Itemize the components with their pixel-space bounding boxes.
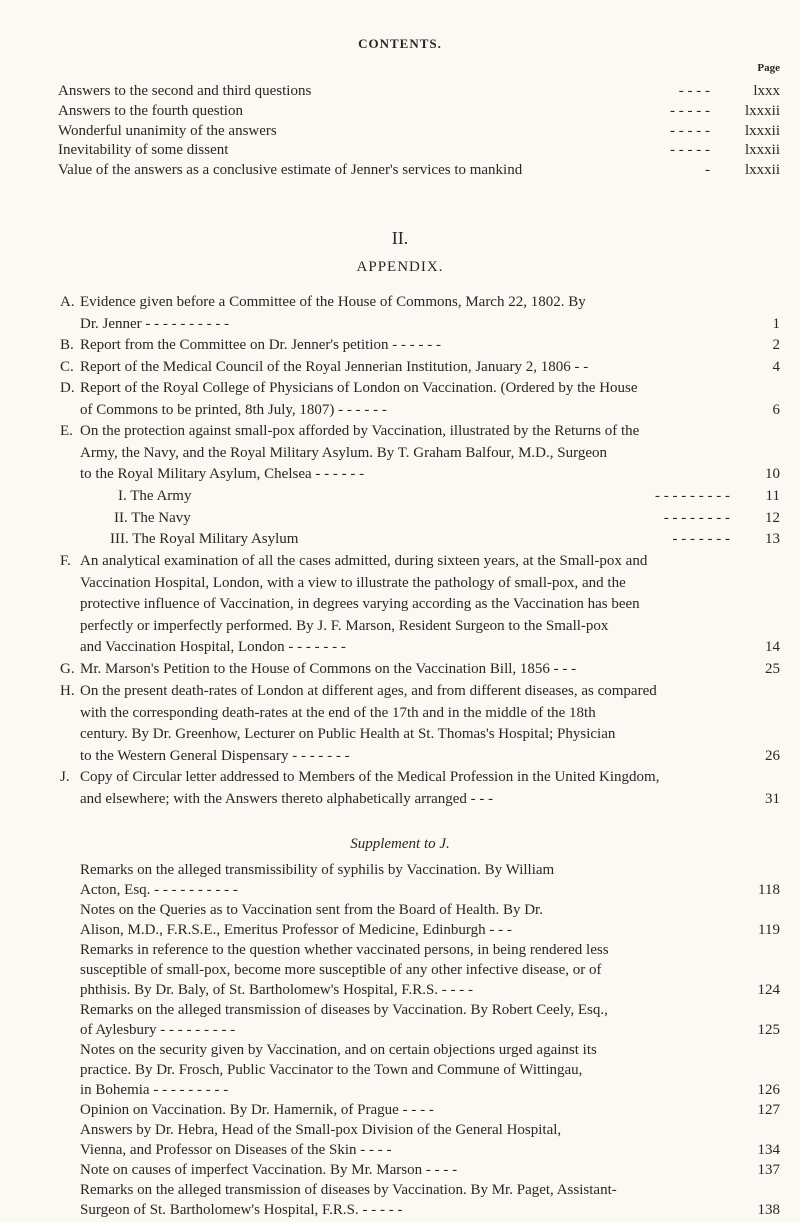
appendix-page: 10 [765, 466, 780, 483]
appendix-text-line: protective influence of Vaccination, in degrees varying according as the Vaccination has been [80, 596, 640, 613]
supplement-entry [80, 1180, 780, 1220]
supplement-page: 127 [757, 1102, 780, 1118]
appendix-entry [60, 378, 780, 421]
appendix-text-line: Report of the Medical Council of the Royal Jennerian Institution, January 2, 1806 - - [80, 359, 589, 375]
page-column-label: Page [757, 62, 780, 74]
section-number: II. [391, 228, 409, 248]
appendix-text-line: Dr. Jenner - - - - - - - - - - [80, 315, 230, 332]
appendix-e-sub-leader: - - - - - - - - - [655, 488, 730, 504]
appendix-e-sub-leader: - - - - - - - [672, 531, 730, 548]
supplement-text-line: Remarks on the alleged transmission of diseases by Vaccination. By Mr. Paget, Assistant- [80, 1182, 617, 1198]
appendix-entry [60, 767, 780, 810]
toc-entry-text: Answers to the second and third questions [58, 83, 312, 99]
supplement-page: 126 [757, 1082, 780, 1098]
appendix-entry [60, 335, 780, 357]
supplement-text-line: Note on causes of imperfect Vaccination. By Mr. Marson - - - - [80, 1162, 458, 1178]
supplement-text-line: Remarks in reference to the question whether vaccinated persons, in being rendered less [80, 942, 609, 958]
appendix-text [80, 378, 736, 421]
toc-entry-leader: - - - - - [670, 123, 710, 139]
supplement-text-line: Answers by Dr. Hebra, Head of the Small-pox Division of the General Hospital, [80, 1122, 562, 1138]
toc-entry-text: Value of the answers as a conclusive estimate of Jenner's services to mankind [58, 162, 523, 178]
toc-entry-page: lxxx [753, 83, 780, 99]
appendix-page: 4 [772, 359, 780, 375]
appendix-text-line: Army, the Navy, and the Royal Military Asylum. By T. Graham Balfour, M.D., Surgeon [80, 444, 607, 461]
appendix-e-sub-page: 11 [765, 488, 780, 504]
supplement-text-line: Vienna, and Professor on Diseases of the Skin - - - - [80, 1142, 392, 1158]
appendix-page: 1 [772, 315, 780, 332]
appendix-text-line: of Commons to be printed, 8th July, 1807) - - - - - - [80, 401, 387, 418]
toc-entry-page: lxxxii [744, 103, 780, 119]
appendix-text-line: An analytical examination of all the cases admitted, during sixteen years, at the Small-pox and [80, 553, 648, 569]
appendix-text [80, 767, 736, 810]
supplement-text-line: Notes on the Queries as to Vaccination sent from the Board of Health. By Dr. [80, 902, 543, 918]
appendix-text-line: Evidence given before a Committee of the House of Commons, March 22, 1802. By [80, 294, 586, 310]
appendix-text-line: with the corresponding death-rates at the end of the 17th and in the middle of the 18th [80, 704, 596, 721]
appendix-page: 31 [765, 790, 780, 807]
toc-entry-text: Answers to the fourth question [58, 103, 243, 119]
toc-entry-leader: - - - - - [670, 103, 710, 119]
supplement-entry [80, 1000, 780, 1040]
appendix-e-sub-label: I. The Army [118, 488, 192, 504]
page-header-title: CONTENTS. [358, 36, 442, 51]
appendix-text [80, 292, 736, 335]
appendix-page: 2 [772, 337, 780, 353]
toc-entry-leader: - - - - - [670, 142, 710, 158]
supplement-text-line: Remarks on the alleged transmission of diseases by Vaccination. By Robert Ceely, Esq., [80, 1002, 608, 1018]
supplement-text-line: Notes on the security given by Vaccination, and on certain objections urged against its [80, 1042, 597, 1058]
appendix-entry [60, 659, 780, 681]
appendix-letter: H. [60, 683, 75, 699]
appendix-text-line: and elsewhere; with the Answers thereto alphabetically arranged - - - [80, 790, 494, 807]
supplement-page: 125 [757, 1022, 780, 1038]
toc-entry-leader: - [705, 162, 710, 178]
supplement-title: Supplement to J. [350, 836, 450, 852]
appendix-text [80, 357, 736, 379]
supplement-page: 134 [757, 1142, 780, 1158]
appendix-e-sub-label: II. The Navy [114, 509, 191, 526]
supplement-page: 137 [757, 1162, 780, 1178]
toc-entry-text: Inevitability of some dissent [58, 142, 229, 158]
appendix-text [80, 421, 736, 486]
appendix-entry [60, 357, 780, 379]
appendix-text-line: to the Royal Military Asylum, Chelsea - - - - - - [80, 466, 365, 483]
appendix-text-line: to the Western General Dispensary - - - - - - - [80, 747, 350, 764]
supplement-text-line: phthisis. By Dr. Baly, of St. Bartholomew's Hospital, F.R.S. - - - - [80, 982, 474, 998]
appendix-text-line: On the protection against small-pox afforded by Vaccination, illustrated by the Returns of the [80, 423, 640, 439]
supplement-entry [80, 1160, 780, 1180]
supplement-entry [80, 860, 780, 900]
supplement-page: 124 [757, 982, 780, 998]
appendix-text [80, 335, 736, 357]
appendix-text-line: Mr. Marson's Petition to the House of Commons on the Vaccination Bill, 1856 - - - [80, 661, 577, 677]
toc-entry-text: Wonderful unanimity of the answers [58, 123, 277, 139]
supplement-text-line: Surgeon of St. Bartholomew's Hospital, F.R.S. - - - - - [80, 1202, 403, 1218]
appendix-e-sub-page: 13 [765, 531, 780, 548]
supplement-text-line: of Aylesbury - - - - - - - - - [80, 1022, 236, 1038]
supplement-entry [80, 1040, 780, 1100]
supplement-text-line: practice. By Dr. Frosch, Public Vaccinator to the Town and Commune of Wittingau, [80, 1062, 583, 1078]
appendix-text-line: and Vaccination Hospital, London - - - - - - - [80, 639, 346, 656]
supplement-entry [80, 1120, 780, 1160]
appendix-text-line: Report of the Royal College of Physicians of London on Vaccination. (Ordered by the House [80, 380, 638, 396]
appendix-text-line: On the present death-rates of London at different ages, and from different diseases, as compared [80, 683, 657, 699]
appendix-entry [60, 421, 780, 486]
appendix-letter: G. [60, 661, 75, 677]
supplement-text-line: in Bohemia - - - - - - - - - [80, 1082, 229, 1098]
supplement-text-line: Alison, M.D., F.R.S.E., Emeritus Professor of Medicine, Edinburgh - - - [80, 922, 512, 938]
appendix-e-sub-page: 12 [765, 509, 780, 526]
supplement-text-line: Acton, Esq. - - - - - - - - - - [80, 882, 238, 898]
supplement-page: 138 [757, 1202, 780, 1218]
supplement-entry [80, 1100, 780, 1120]
appendix-page: 14 [765, 639, 780, 656]
supplement-entry [80, 900, 780, 940]
supplement-text-line: Remarks on the alleged transmissibility of syphilis by Vaccination. By William [80, 862, 555, 878]
supplement-text-line: susceptible of small-pox, become more susceptible of any other infective disease, or of [80, 962, 602, 978]
appendix-text-line: Report from the Committee on Dr. Jenner's petition - - - - - - [80, 337, 441, 353]
supplement-page: 119 [758, 922, 780, 938]
appendix-letter: D. [60, 380, 75, 396]
appendix-letter: E. [60, 423, 73, 439]
toc-entry-page: lxxxii [744, 162, 780, 178]
toc-entry-leader: - - - - [678, 83, 710, 99]
appendix-letter: A. [60, 294, 75, 310]
supplement-page: 118 [758, 882, 780, 898]
toc-entry-page: lxxxii [744, 123, 780, 139]
appendix-text-line: century. By Dr. Greenhow, Lecturer on Public Health at St. Thomas's Hospital; Physician [80, 726, 616, 743]
appendix-e-sub-leader: - - - - - - - - [663, 509, 730, 526]
appendix-page: 26 [765, 747, 780, 764]
appendix-e-sub-label: III. The Royal Military Asylum [110, 531, 299, 548]
supplement-text-line: Opinion on Vaccination. By Dr. Hamernik, of Prague - - - - [80, 1102, 434, 1118]
section-title: APPENDIX. [356, 259, 444, 275]
appendix-letter: F. [60, 553, 71, 569]
appendix-letter: J. [60, 769, 70, 785]
appendix-text-line: Vaccination Hospital, London, with a view to illustrate the pathology of small-pox, and the [80, 574, 626, 591]
appendix-text [80, 659, 736, 681]
appendix-entry [60, 551, 780, 659]
appendix-text-line: perfectly or imperfectly performed. By J. F. Marson, Resident Surgeon to the Small-pox [80, 617, 609, 634]
appendix-page: 25 [765, 661, 780, 677]
supplement-entry [80, 940, 780, 1000]
appendix-entry [60, 681, 780, 767]
appendix-letter: C. [60, 359, 74, 375]
appendix-text-line: Copy of Circular letter addressed to Members of the Medical Profession in the United Kingdom, [80, 769, 660, 785]
appendix-page: 6 [772, 401, 780, 418]
appendix-text [80, 681, 736, 767]
toc-entry-page: lxxxii [744, 142, 780, 158]
appendix-text [80, 551, 736, 659]
appendix-entry [60, 292, 780, 335]
appendix-letter: B. [60, 337, 74, 353]
